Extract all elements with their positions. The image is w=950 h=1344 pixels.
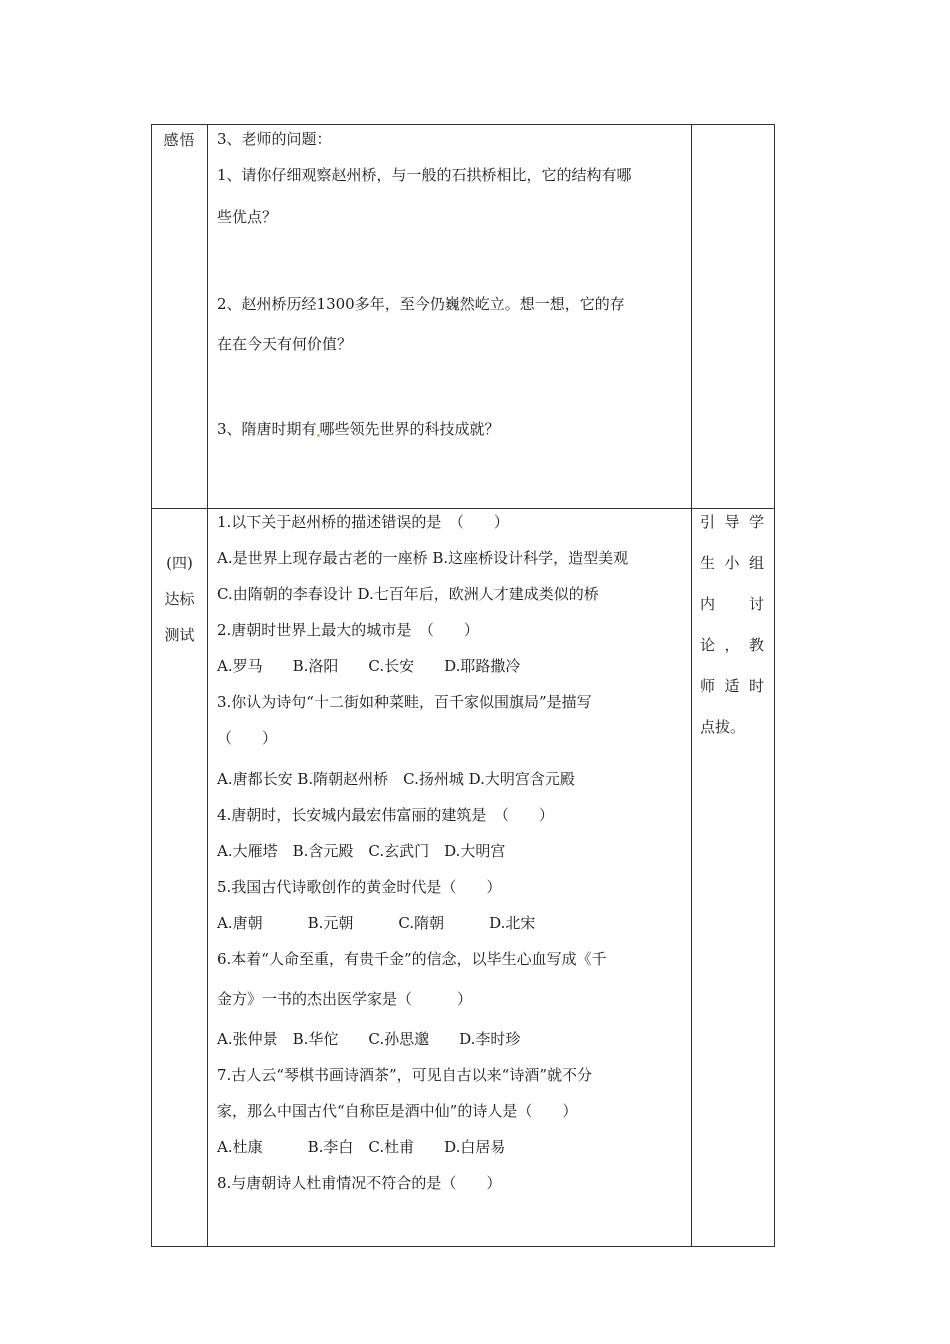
question-3-part-b: 哪些领先世界的科技成就？ — [319, 420, 500, 438]
test-line-18: A.杜康 B.李白 C.杜甫 D.白居易 — [217, 1138, 506, 1156]
test-label-line-2: 达标 — [164, 590, 195, 608]
test-line-6: 3.你认为诗句“十二街如种菜畦，百千家似围旗局”是描写 — [217, 693, 592, 711]
teaching-note-cell — [692, 509, 775, 1247]
test-label-line-1: (四) — [166, 554, 193, 572]
test-line-13: 6.本着“人命至重，有贵千金”的信念，以毕生心血写成《千 — [217, 950, 607, 968]
test-line-12: A.唐朝 B.元朝 C.隋朝 D.北宋 — [217, 914, 536, 932]
question-2-line-2: 在在今天有何价值？ — [217, 335, 353, 353]
test-line-17: 家，那么中国古代“自称臣是酒中仙”的诗人是（ ） — [217, 1102, 578, 1120]
test-row — [152, 509, 775, 1247]
test-line-14: 金方》一书的杰出医学家是（ ） — [217, 990, 473, 1008]
test-line-5: A.罗马 B.洛阳 C.长安 D.耶路撒冷 — [217, 657, 521, 675]
lesson-table — [151, 124, 775, 1247]
test-line-10: A.大雁塔 B.含元殿 C.玄武门 D.大明宫 — [217, 842, 506, 860]
question-3-part-a: 3、隋唐时期有 — [217, 420, 317, 438]
test-line-4: 2.唐朝时世界上最大的城市是 （ ） — [217, 621, 479, 639]
test-label-line-3: 测试 — [164, 626, 195, 644]
test-line-9: 4.唐朝时，长安城内最宏伟富丽的建筑是 （ ） — [217, 806, 554, 824]
test-questions-cell — [208, 509, 692, 1247]
reflection-row — [152, 125, 775, 509]
test-line-2: A.是世界上现存最古老的一座桥 B.这座桥设计科学，造型美观 — [217, 549, 629, 567]
test-line-16: 7.古人云“琴棋书画诗酒茶”，可见自古以来“诗酒”就不分 — [217, 1066, 592, 1084]
test-line-15: A.张仲景 B.华佗 C.孙思邈 D.李时珍 — [217, 1030, 521, 1048]
note-line-2: 生小组 — [700, 554, 764, 572]
test-line-19: 8.与唐朝诗人杜甫情况不符合的是（ ） — [217, 1174, 502, 1192]
note-line-1: 引导学 — [700, 513, 764, 531]
test-line-1: 1.以下关于赵州桥的描述错误的是 （ ） — [217, 513, 509, 531]
question-2-line-1: 2、赵州桥历经1300多年，至今仍巍然屹立。想一想，它的存 — [217, 295, 625, 313]
question-3 — [217, 419, 500, 439]
note-line-3: 内 讨 — [700, 595, 764, 613]
note-line-4: 论，教 — [700, 636, 764, 654]
notes-cell-empty — [692, 125, 775, 509]
question-1-line-1: 1、请你仔细观察赵州桥，与一般的石拱桥相比，它的结构有哪 — [217, 166, 632, 184]
question-1-line-2: 些优点？ — [217, 208, 278, 226]
test-label — [152, 509, 208, 1247]
reflection-label: 感悟 — [152, 125, 208, 509]
questions-heading: 3、老师的问题： — [217, 130, 332, 148]
test-line-7: （ ） — [217, 729, 278, 747]
note-line-5: 师适时 — [700, 677, 764, 695]
test-line-8: A.唐都长安 B.隋朝赵州桥 C.扬州城 D.大明宫含元殿 — [217, 770, 575, 788]
test-line-11: 5.我国古代诗歌创作的黄金时代是（ ） — [217, 878, 502, 896]
teacher-questions-cell — [208, 125, 692, 509]
test-line-3: C.由隋朝的李春设计 D.七百年后，欧洲人才建成类似的桥 — [217, 585, 599, 603]
note-line-6: 点拔。 — [700, 718, 746, 736]
